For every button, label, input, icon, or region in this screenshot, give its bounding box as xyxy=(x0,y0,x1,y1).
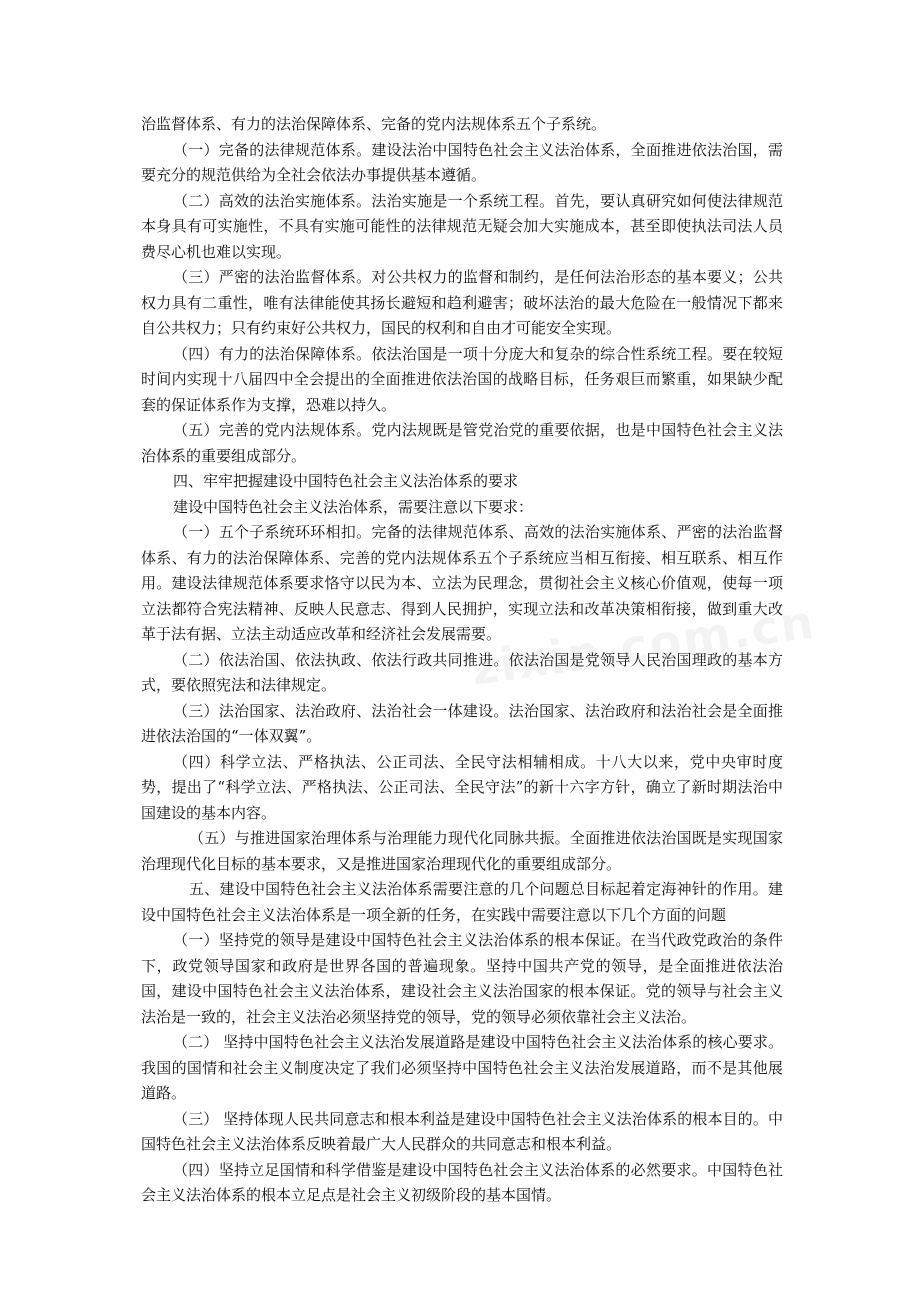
paragraph: （二）依法治国、依法执政、依法行政共同推进。依法治国是党领导人民治国理政的基本方式，要依照宪法和法律规定。 xyxy=(141,650,783,694)
paragraph: （三）严密的法治监督体系。对公共权力的监督和制约，是任何法治形态的基本要义；公共权力具有二重性，唯有法律能使其扬长避短和趋利避害；破坏法治的最大危险在一般情况下都来自公共权力；只有约束好公共权力，国民的权利和自由才可能安全实现。 xyxy=(141,268,783,337)
paragraph: （四）坚持立足国情和科学借鉴是建设中国特色社会主义法治体系的必然要求。中国特色社会主义法治体系的根本立足点是社会主义初级阶段的基本国情。 xyxy=(141,1160,783,1204)
section-heading: 四、牢牢把握建设中国特色社会主义法治体系的要求 xyxy=(173,472,519,490)
paragraph: 建设中国特色社会主义法治体系，需要注意以下要求： xyxy=(173,497,534,516)
paragraph: （四）科学立法、严格执法、公正司法、全民守法相辅相成。十八大以来，党中央审时度势，提出了“科学立法、严格执法、公正司法、全民守法”的新十六字方针，确立了新时期法治中国建设的基本内容。 xyxy=(141,752,783,822)
paragraph: （三） 坚持体现人民共同意志和根本利益是建设中国特色社会主义法治体系的根本目的。中国特色社会主义法治体系反映着最广大人民群众的共同意志和根本利益。 xyxy=(141,1109,783,1153)
paragraph: （四）有力的法治保障体系。依法治国是一项十分庞大和复杂的综合性系统工程。要在较短时间内实现十八届四中全会提出的全面推进依法治国的战略目标，任务艰巨而繁重，如果缺少配套的保证体系作为支撑，恐难以持久。 xyxy=(141,344,783,414)
document-body xyxy=(141,112,783,1209)
paragraph: （二）高效的法治实施体系。法治实施是一个系统工程。首先，要认真研究如何使法律规范本身具有可实施性，不具有实施可能性的法律规范无疑会加大实施成本，甚至即使执法司法人员费尽心机也难以实现。 xyxy=(141,191,783,261)
paragraph: （五）与推进国家治理体系与治理能力现代化同脉共振。全面推进依法治国既是实现国家治理现代化目标的基本要求，又是推进国家治理现代化的重要组成部分。 xyxy=(141,829,783,873)
paragraph: （三）法治国家、法治政府、法治社会一体建设。法治国家、法治政府和法治社会是全面推进依法治国的“一体双翼”。 xyxy=(141,701,783,745)
paragraph: 治监督体系、有力的法治保障体系、完备的党内法规体系五个子系统。 xyxy=(141,115,607,133)
paragraph: （一）坚持党的领导是建设中国特色社会主义法治体系的根本保证。在当代政党政治的条件下，政党领导国家和政府是世界各国的普遍现象。坚持中国共产党的领导，是全面推进依法治国，建设中国特色社会主义法治体系，建设社会主义法治国家的根本保证。党的领导与社会主义法治是一致的，社会主义法治必须坚持党的领导，党的领导必须依靠社会主义法治。 xyxy=(141,931,783,1026)
paragraph: （一）完备的法律规范体系。建设法治中国特色社会主义法治体系，全面推进依法治国，需要充分的规范供给为全社会依法办事提供基本遵循。 xyxy=(141,140,783,184)
paragraph: （一）五个子系统环环相扣。完备的法律规范体系、高效的法治实施体系、严密的法治监督体系、有力的法治保障体系、完善的党内法规体系五个子系统应当相互衔接、相互联系、相互作用。建设法律规范体系要求恪守以民为本、立法为民理念，贯彻社会主义核心价值观，使每一项立法都符合宪法精神、反映人民意志、得到人民拥护，实现立法和改革决策相衔接，做到重大改革于法有据、立法主动适应改革和经济社会发展需要。 xyxy=(141,523,783,643)
paragraph: （二） 坚持中国特色社会主义法治发展道路是建设中国特色社会主义法治体系的核心要求。我国的国情和社会主义制度决定了我们必须坚持中国特色社会主义法治发展道路，而不是其他展道路。 xyxy=(141,1033,783,1102)
paragraph: （五）完善的党内法规体系。党内法规既是管党治党的重要依据，也是中国特色社会主义法治体系的重要组成部分。 xyxy=(141,421,783,465)
section-heading: 五、建设中国特色社会主义法治体系需要注意的几个问题总目标起着定海神针的作用。建设中国特色社会主义法治体系是一项全新的任务，在实践中需要注意以下几个方面的问题 xyxy=(141,880,783,924)
